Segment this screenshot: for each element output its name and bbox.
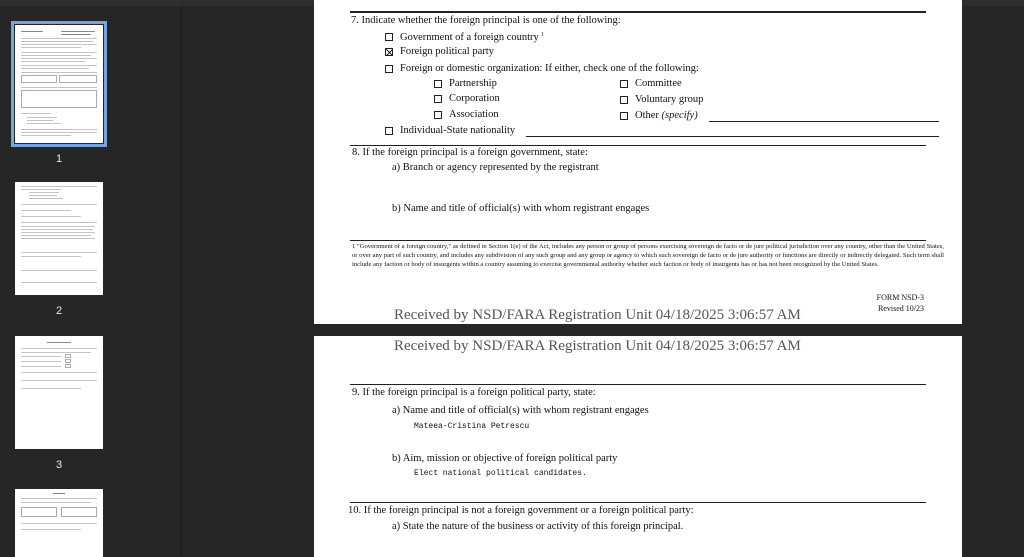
thumbnail-page-number: 3 xyxy=(55,459,63,471)
page-thumbnail-1[interactable] xyxy=(15,25,103,143)
form-number: FORM NSD-3 Revised 10/23 xyxy=(876,293,924,314)
thumbnail-page-number: 1 xyxy=(55,153,63,165)
checkbox-committee[interactable] xyxy=(620,80,628,88)
checkbox-government[interactable] xyxy=(385,33,393,41)
document-page-2 xyxy=(314,336,962,557)
nationality-line[interactable] xyxy=(526,136,939,137)
checkbox-association[interactable] xyxy=(434,111,442,119)
checkbox-partnership[interactable] xyxy=(434,80,442,88)
page-thumbnail-2[interactable] xyxy=(15,182,103,295)
answer-9b: Elect national political candidates. xyxy=(414,469,587,478)
document-viewer[interactable] xyxy=(183,0,1024,557)
label-other: Other (specify) xyxy=(635,110,698,121)
question-10a: a) State the nature of the business or activity of this foreign principal. xyxy=(392,521,684,532)
checkbox-foreign-political-party[interactable] xyxy=(385,48,393,56)
question-8-title: 8. If the foreign principal is a foreign government, state: xyxy=(352,147,588,158)
section-divider xyxy=(350,502,926,503)
section-divider xyxy=(350,145,926,146)
checkbox-other[interactable] xyxy=(620,112,628,120)
document-page-1 xyxy=(314,0,962,324)
label-corporation: Corporation xyxy=(449,93,500,104)
checkbox-voluntary-group[interactable] xyxy=(620,96,628,104)
checkbox-individual[interactable] xyxy=(385,127,393,135)
page-thumbnail-sidebar xyxy=(0,0,182,557)
sidebar-toolbar-strip xyxy=(0,0,182,6)
footnote-divider xyxy=(350,240,926,241)
question-9b: b) Aim, mission or objective of foreign political party xyxy=(392,453,618,464)
question-8a: a) Branch or agency represented by the registrant xyxy=(392,162,599,173)
section-divider xyxy=(350,11,926,13)
label-partnership: Partnership xyxy=(449,78,497,89)
page-thumbnail-3[interactable] xyxy=(15,336,103,449)
footnote: 1 "Government of a foreign country," as defined in Section 1(e) of the Act, includes any person or group of persons exercising sovereign de facto or de jure political jurisdiction over any country, other than the United States, or over any part of such country, and includes any subdivision of any such group and any group or agency to which such sovereign de facto or de jure authority or functions are directly or indirectly delegated. Such term shall include any faction or body of insurgents within a country assuming to exercise governmental authority whether such faction or body of insurgents has or has not been recognized by the United States. xyxy=(352,243,944,268)
page-thumbnail-4[interactable] xyxy=(15,489,103,557)
question-9-title: 9. If the foreign principal is a foreign political party, state: xyxy=(352,387,596,398)
thumbnail-page-number: 2 xyxy=(55,305,63,317)
answer-9a: Mateea-Cristina Petrescu xyxy=(414,422,530,431)
received-stamp: Received by NSD/FARA Registration Unit 04/18/2025 3:06:57 AM xyxy=(394,338,801,354)
other-specify-line[interactable] xyxy=(709,121,939,122)
section-divider xyxy=(350,384,926,385)
label-government: Government of a foreign country $^1$ xyxy=(400,32,544,43)
checkbox-organization[interactable] xyxy=(385,65,393,73)
label-individual: Individual-State nationality xyxy=(400,125,516,136)
label-foreign-political-party: Foreign political party xyxy=(400,46,494,57)
question-8b: b) Name and title of official(s) with whom registrant engages xyxy=(392,203,650,214)
question-9a: a) Name and title of official(s) with whom registrant engages xyxy=(392,405,649,416)
question-10-title: 10. If the foreign principal is not a foreign government or a foreign political party: xyxy=(348,505,694,516)
label-association: Association xyxy=(449,109,499,120)
checkbox-corporation[interactable] xyxy=(434,95,442,103)
label-organization: Foreign or domestic organization: If either, check one of the following: xyxy=(400,63,699,74)
received-stamp: Received by NSD/FARA Registration Unit 04/18/2025 3:06:57 AM xyxy=(394,307,801,323)
label-voluntary-group: Voluntary group xyxy=(635,94,704,105)
label-committee: Committee xyxy=(635,78,682,89)
question-7-title: 7. Indicate whether the foreign principal is one of the following: xyxy=(351,15,621,26)
